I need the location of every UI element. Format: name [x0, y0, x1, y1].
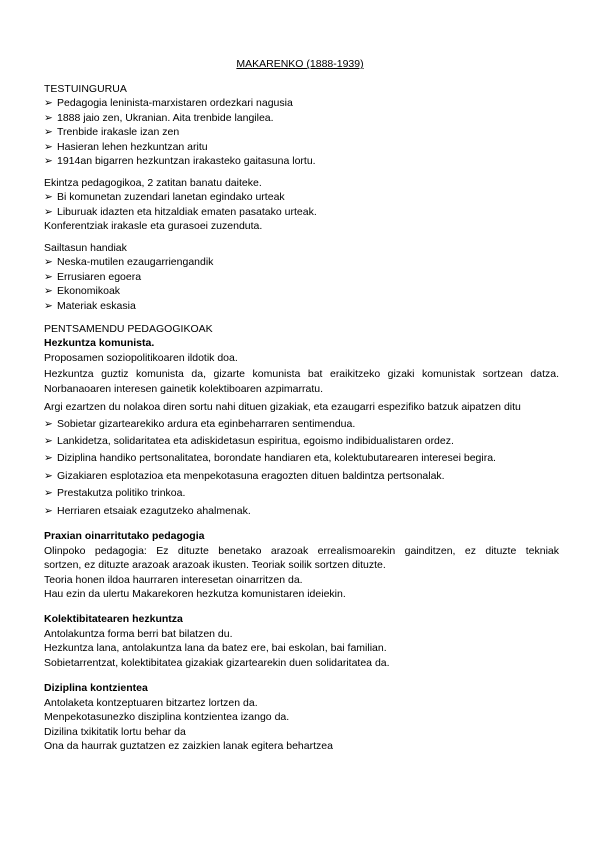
- paragraph: Norbanaoaren interesen gainetik kolektiboaren azpimarratu.: [44, 383, 323, 395]
- list-item: ➢ Herriaren etsaiak ezagutzeko ahalmenak.: [44, 505, 251, 517]
- list-item: ➢ Ekonomikoak: [44, 285, 121, 297]
- paragraph: Olinpoko pedagogia: Ez dituzte benetako arazoak errealismoarekin gainditzen, ez dituzte tekniak: [44, 545, 559, 557]
- arrow-bullet-icon: ➢: [44, 435, 53, 447]
- arrow-bullet-icon: ➢: [44, 418, 53, 430]
- list-item: ➢ Hasieran lehen hezkuntzan aritu: [44, 141, 208, 153]
- paragraph: sortzen, ez dituzte arazoak arazoak ikusten. Teoriak soilik sortzen dituzte.: [44, 559, 386, 571]
- paragraph: Hau ezin da ulertu Makarekoren hezkutza komunistaren ideiekin.: [44, 588, 346, 600]
- section-heading-sailtasun: Sailtasun handiak: [44, 242, 127, 254]
- list-item: ➢ 1888 jaio zen, Ukranian. Aita trenbide langilea.: [44, 112, 274, 124]
- paragraph: Dizilina txikitatik lortu behar da: [44, 726, 186, 738]
- paragraph: Teoria honen ildoa haurraren interesetan oinarritzen da.: [44, 574, 303, 586]
- list-item: ➢ Liburuak idazten eta hitzaldiak ematen pasatako urteak.: [44, 206, 317, 218]
- list-item: ➢ Materiak eskasia: [44, 300, 136, 312]
- list-item: ➢ Lankidetza, solidaritatea eta adiskidetasun espiritua, egoismo indibidualistaren ordez.: [44, 435, 454, 447]
- arrow-bullet-icon: ➢: [44, 155, 53, 167]
- paragraph: Hezkuntza guztiz komunista da, gizarte komunista bat eraikitzeko gizaki komunistak sortzean datza.: [44, 368, 559, 380]
- subheading-diziplina: Diziplina kontzientea: [44, 682, 148, 694]
- list-item: ➢ Gizakiaren esplotazioa eta menpekotasuna eragozten dituen baldintza pertsonalak.: [44, 470, 445, 482]
- subheading-praxian: Praxian oinarritutako pedagogia: [44, 530, 205, 542]
- list-item: ➢ Errusiaren egoera: [44, 271, 142, 283]
- arrow-bullet-icon: ➢: [44, 487, 53, 499]
- list-item: ➢ 1914an bigarren hezkuntzan irakasteko gaitasuna lortu.: [44, 155, 316, 167]
- page-title: MAKARENKO (1888-1939): [236, 58, 364, 70]
- arrow-bullet-icon: ➢: [44, 191, 53, 203]
- arrow-bullet-icon: ➢: [44, 300, 53, 312]
- arrow-bullet-icon: ➢: [44, 126, 53, 138]
- list-item: ➢ Prestakutza politiko trinkoa.: [44, 487, 186, 499]
- section-heading-pentsamendu: PENTSAMENDU PEDAGOGIKOAK: [44, 323, 213, 335]
- arrow-bullet-icon: ➢: [44, 97, 53, 109]
- section-heading-testuingurua: TESTUINGURUA: [44, 83, 127, 95]
- arrow-bullet-icon: ➢: [44, 452, 53, 464]
- list-item: ➢ Pedagogia leninista-marxistaren ordezkari nagusia: [44, 97, 293, 109]
- arrow-bullet-icon: ➢: [44, 206, 53, 218]
- paragraph: Konferentziak irakasle eta gurasoei zuzenduta.: [44, 220, 263, 232]
- list-item: ➢ Bi komunetan zuzendari lanetan egindako urteak: [44, 191, 285, 203]
- paragraph: Ona da haurrak guztatzen ez zaizkien lanak egitera behartzea: [44, 740, 333, 752]
- arrow-bullet-icon: ➢: [44, 271, 53, 283]
- arrow-bullet-icon: ➢: [44, 285, 53, 297]
- arrow-bullet-icon: ➢: [44, 256, 53, 268]
- list-item: ➢ Neska-mutilen ezaugarriengandik: [44, 256, 214, 268]
- list-item: ➢ Diziplina handiko pertsonalitatea, borondate handiaren eta, kolektubutarearen interesei begira.: [44, 452, 496, 464]
- paragraph: Proposamen soziopolitikoaren ildotik doa.: [44, 352, 238, 364]
- paragraph: Antolakuntza forma berri bat bilatzen du.: [44, 628, 233, 640]
- paragraph: Ekintza pedagogikoa, 2 zatitan banatu daiteke.: [44, 177, 262, 189]
- list-item: ➢ Sobietar gizartearekiko ardura eta eginbeharraren sentimendua.: [44, 418, 356, 430]
- paragraph: Antolaketa kontzeptuaren bitzartez lortzen da.: [44, 697, 258, 709]
- arrow-bullet-icon: ➢: [44, 112, 53, 124]
- arrow-bullet-icon: ➢: [44, 505, 53, 517]
- paragraph: Sobietarrentzat, kolektibitatea gizakiak gizartearekin duen solidaritatea da.: [44, 657, 390, 669]
- arrow-bullet-icon: ➢: [44, 470, 53, 482]
- paragraph: Menpekotasunezko disziplina kontzientea izango da.: [44, 711, 290, 723]
- list-item: ➢ Trenbide irakasle izan zen: [44, 126, 180, 138]
- paragraph: Argi ezartzen du nolakoa diren sortu nahi dituen gizakiak, eta ezaugarri espezifiko batzuk aipatzen ditu: [44, 401, 521, 413]
- subheading-kolektibitatea: Kolektibitatearen hezkuntza: [44, 613, 183, 625]
- paragraph: Hezkuntza lana, antolakuntza lana da batez ere, bai eskolan, bai familian.: [44, 642, 387, 654]
- arrow-bullet-icon: ➢: [44, 141, 53, 153]
- subheading-hezkuntza-komunista: Hezkuntza komunista.: [44, 337, 155, 349]
